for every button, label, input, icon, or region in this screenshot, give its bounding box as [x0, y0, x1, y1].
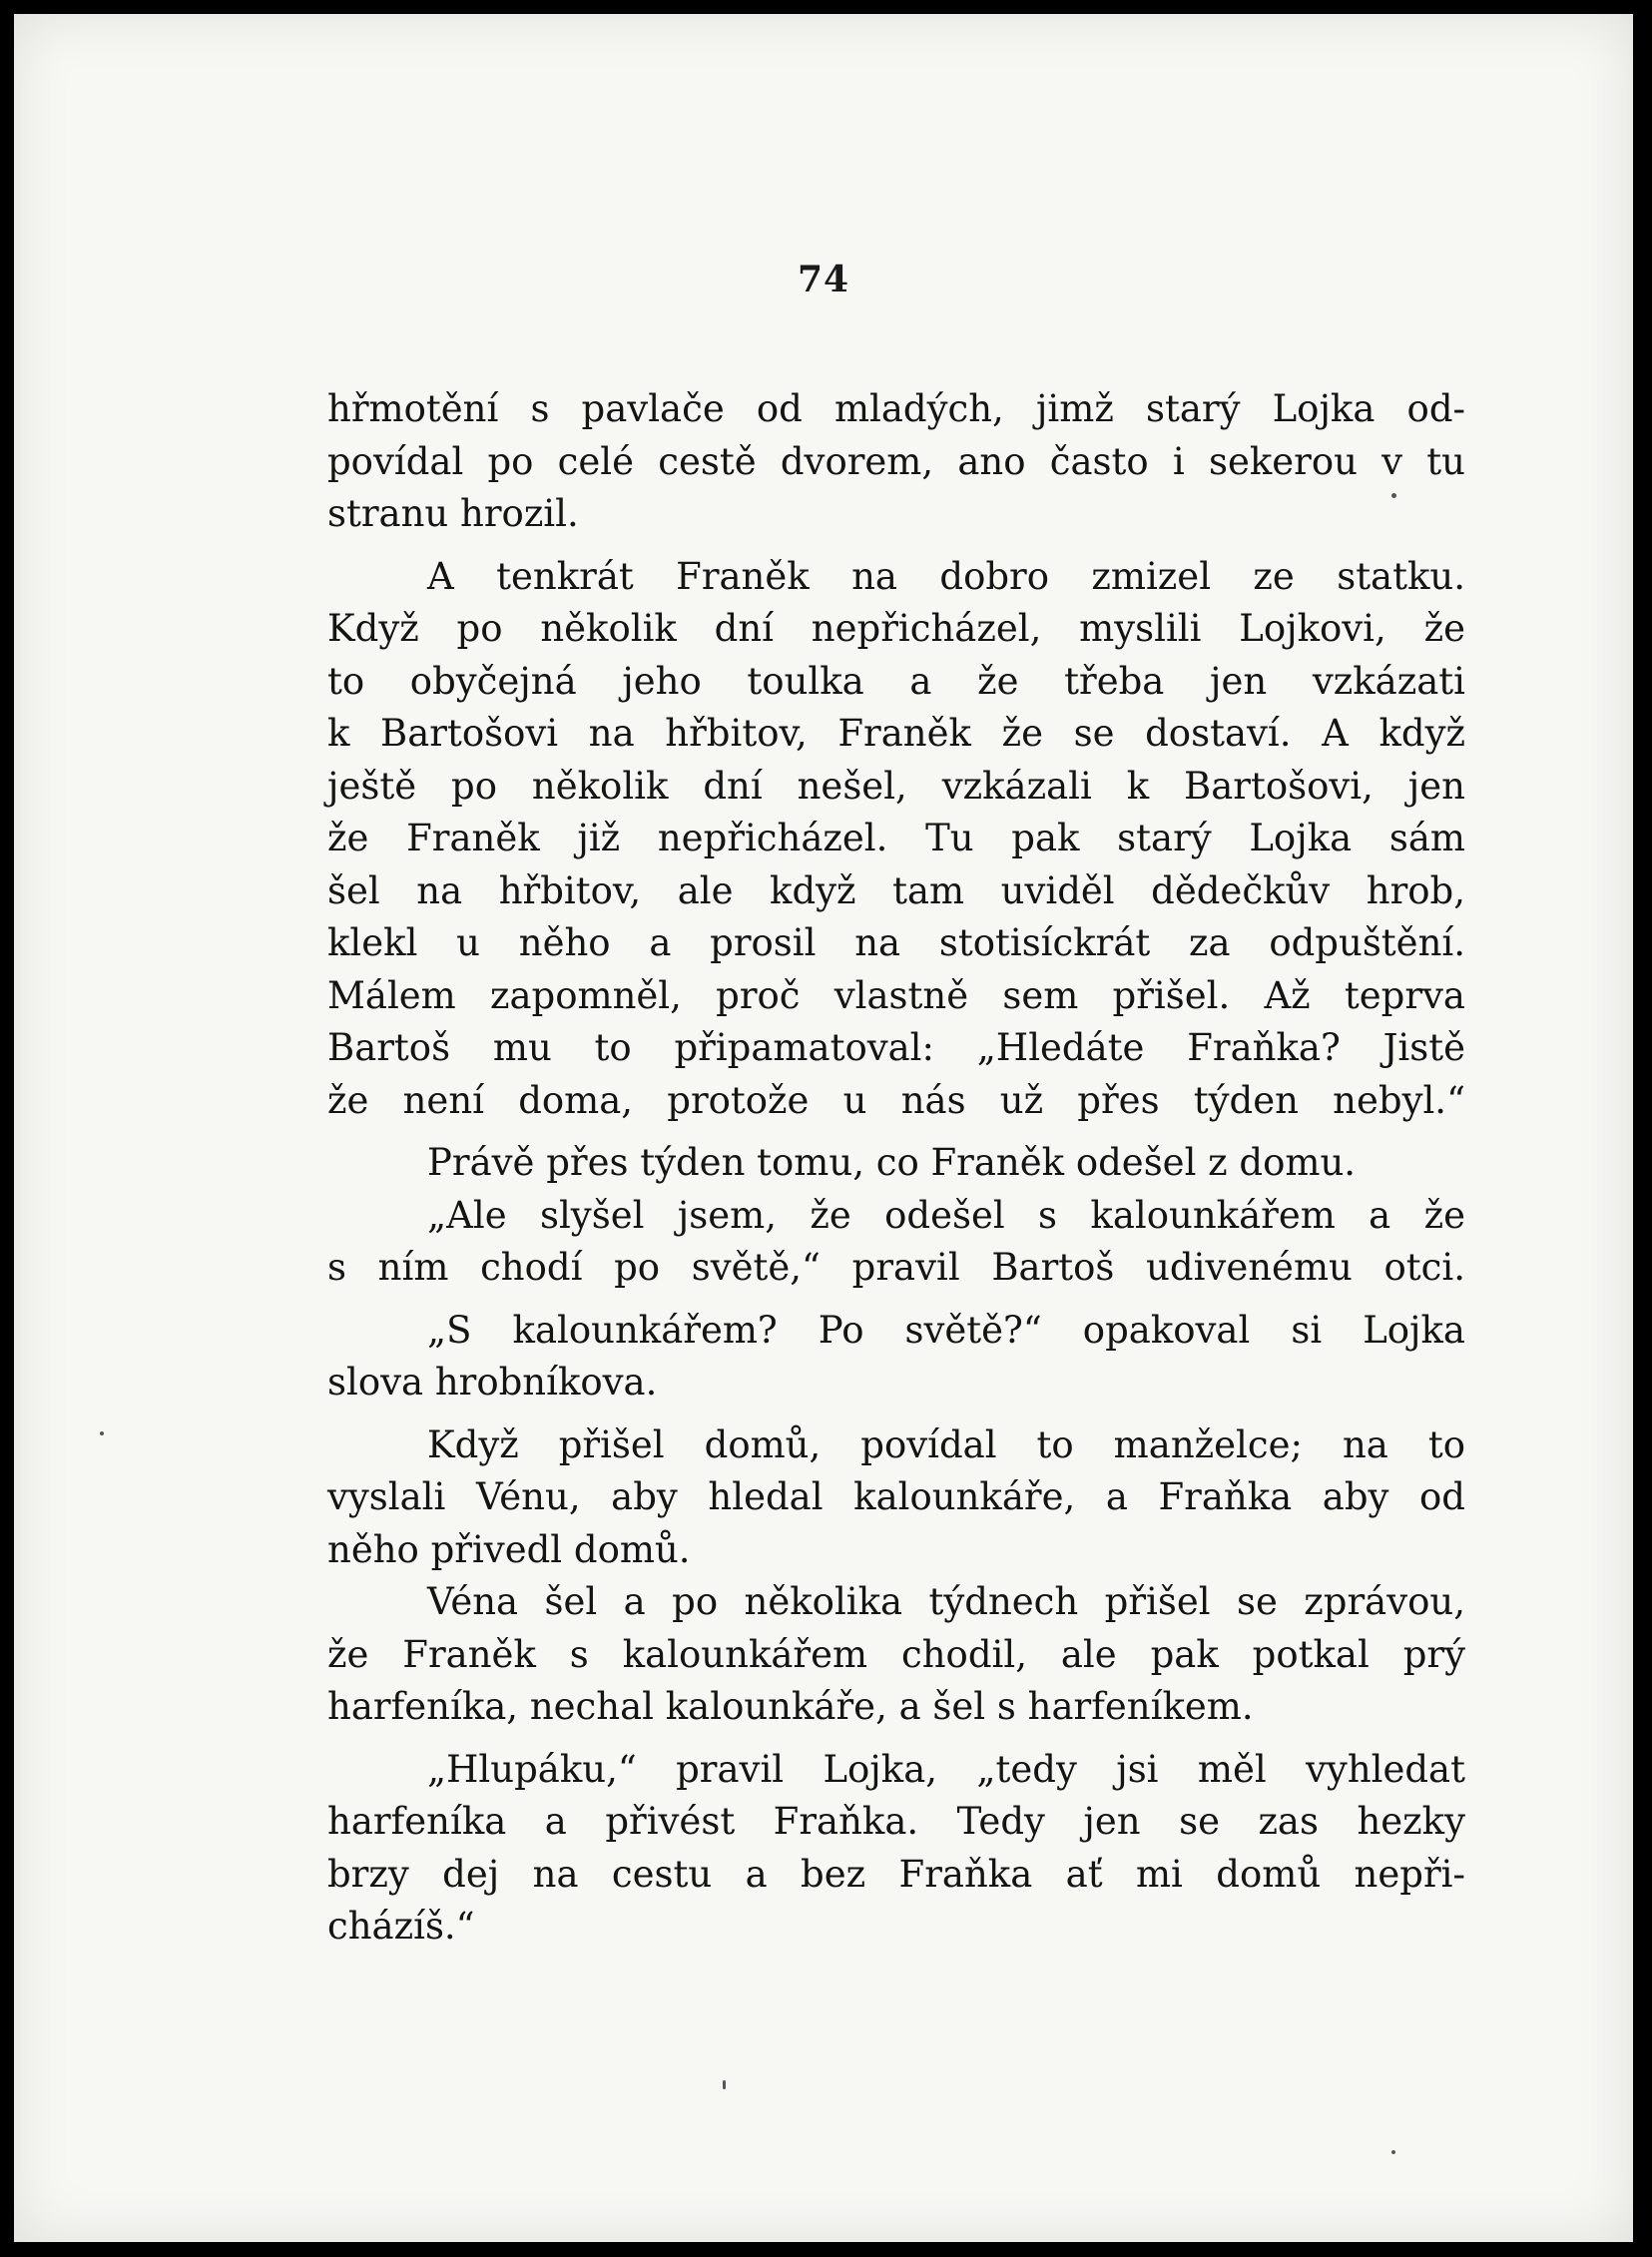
- text-line: Právě přes týden tomu, co Franěk odešel z domu.: [427, 1141, 1357, 1184]
- book-page: [14, 14, 1633, 2242]
- text-line: Véna šel a po několika týdnech přišel se zprávou,: [427, 1580, 1465, 1623]
- text-line: „Hlupáku,“ pravil Lojka, „tedy jsi měl vyhledat: [427, 1747, 1465, 1791]
- text-line: že není doma, protože u nás už přes týden nebyl.“: [327, 1078, 1465, 1122]
- paragraph: [327, 1576, 1465, 1734]
- text-line: brzy dej na cestu a bez Fraňka ať mi domů nepři-: [327, 1852, 1465, 1896]
- text-line: Bartoš mu to připamatoval: „Hledáte Fraňka? Jistě: [327, 1026, 1465, 1069]
- scan-speck: [1391, 493, 1396, 498]
- text-line: to obyčejná jeho toulka a že třeba jen vzkázati: [327, 659, 1465, 703]
- paragraph: [327, 383, 1465, 541]
- paragraph: [327, 1305, 1465, 1410]
- paragraph: [327, 1190, 1465, 1295]
- text-line: že Franěk již nepřicházel. Tu pak starý Lojka sám: [327, 817, 1465, 859]
- text-line: harfeníka, nechal kalounkáře, a šel s harfeníkem.: [327, 1685, 1254, 1728]
- text-line: „S kalounkářem? Po světě?“ opakoval si Lojka: [427, 1308, 1465, 1352]
- text-line: ještě po několik dní nešel, vzkázali k Bartošovi, jen: [327, 764, 1465, 808]
- text-line: Když po několik dní nepřicházel, myslili Lojkovi, že: [327, 607, 1465, 650]
- body-text: [327, 383, 1465, 1954]
- text-line: šel na hřbitov, ale když tam uviděl dědečkův hrob,: [327, 868, 1465, 912]
- page-number: 74: [797, 259, 850, 300]
- text-line: povídal po celé cestě dvorem, ano často i sekerou v tu: [327, 439, 1465, 483]
- text-line: že Franěk s kalounkářem chodil, ale pak potkal prý: [327, 1632, 1465, 1676]
- text-line: harfeníka a přivést Fraňka. Tedy jen se zas hezky: [327, 1800, 1465, 1843]
- text-line: Když přišel domů, povídal to manželce; na to: [427, 1422, 1465, 1466]
- text-line: k Bartošovi na hřbitov, Franěk že se dostaví. A když: [327, 712, 1465, 755]
- text-line: cházíš.“: [327, 1905, 475, 1948]
- scan-speck: [1391, 2150, 1395, 2154]
- paragraph: [327, 551, 1465, 1128]
- paragraph: [327, 1419, 1465, 1577]
- text-line: něho přivedl domů.: [327, 1527, 691, 1571]
- paragraph: [327, 1137, 1465, 1190]
- text-line: hřmotění s pavlače od mladých, jimž starý Lojka od-: [327, 387, 1465, 430]
- scan-speck: [723, 2080, 726, 2089]
- text-line: A tenkrát Franěk na dobro zmizel ze statku.: [427, 554, 1465, 598]
- text-line: klekl u něho a prosil na stotisíckrát za odpuštění.: [327, 921, 1465, 964]
- scan-speck: [100, 1431, 104, 1435]
- text-line: Málem zapomněl, proč vlastně sem přišel. Až teprva: [327, 973, 1465, 1017]
- text-line: s ním chodí po světě,“ pravil Bartoš udivenému otci.: [327, 1246, 1465, 1289]
- text-line: vyslali Vénu, aby hledal kalounkáře, a Fraňka aby od: [327, 1475, 1465, 1518]
- paragraph: [327, 1744, 1465, 1954]
- text-line: „Ale slyšel jsem, že odešel s kalounkářem a že: [427, 1193, 1465, 1237]
- text-line: slova hrobníkova.: [327, 1361, 658, 1404]
- text-line: stranu hrozil.: [327, 492, 579, 535]
